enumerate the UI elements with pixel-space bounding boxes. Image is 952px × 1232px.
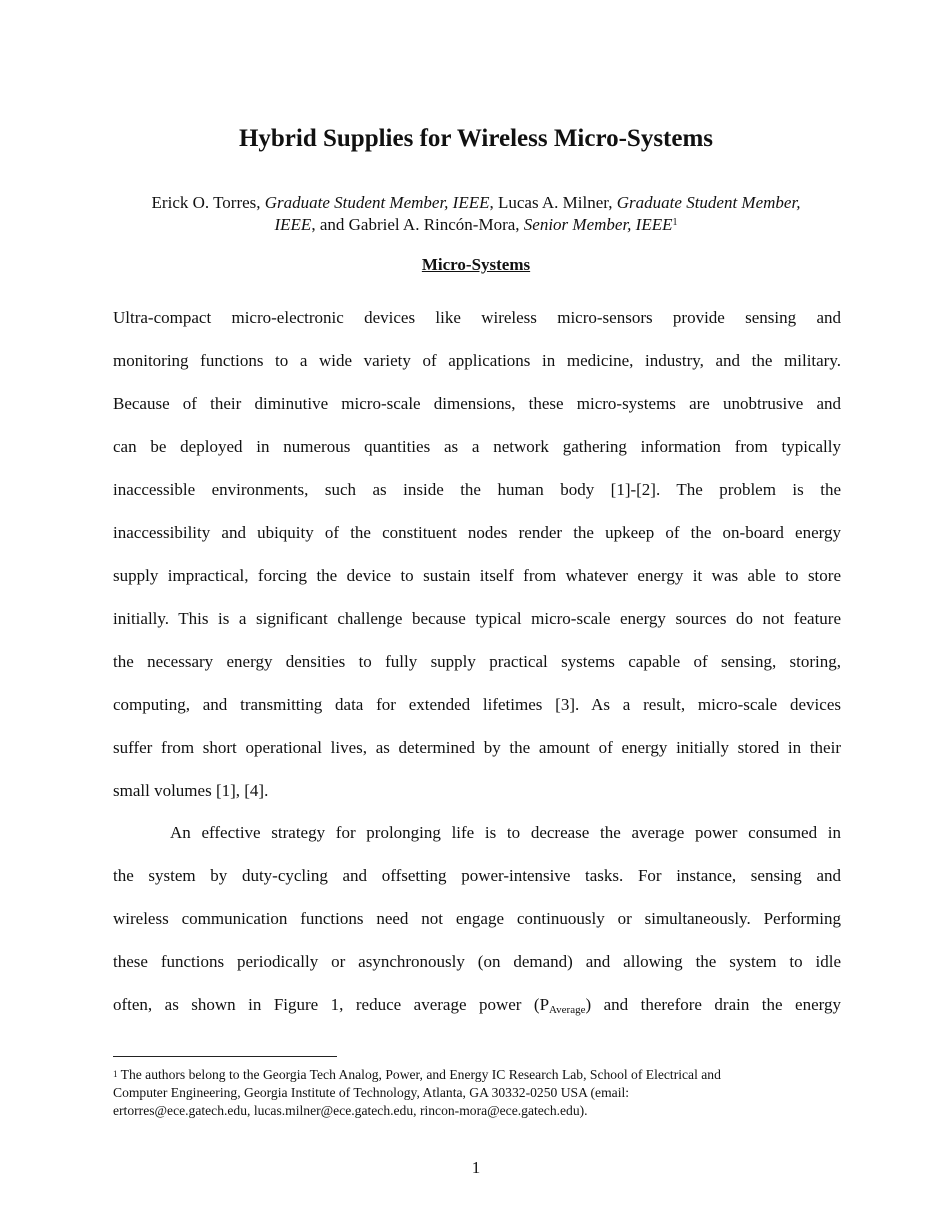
author-3-role: Senior Member, IEEE: [523, 215, 673, 234]
footnote-divider: [113, 1056, 337, 1057]
paragraph-2: [113, 811, 841, 1026]
paragraph-line: supply impractical, forcing the device to sustain itself from whatever energy it was able to store: [113, 566, 841, 585]
paragraph-line: small volumes [1], [4].: [113, 781, 269, 800]
paragraph-1: [113, 296, 841, 812]
author-list: [100, 192, 852, 236]
text-after-subscript: ) and therefore drain the energy: [585, 995, 841, 1014]
text-before-subscript: often, as shown in Figure 1, reduce average power (P: [113, 995, 550, 1014]
paragraph-line: initially. This is a significant challenge because typical micro-scale energy sources do not feature: [113, 609, 841, 628]
paragraph-line: inaccessible environments, such as inside the human body [1]-[2]. The problem is the: [113, 480, 841, 499]
paragraph-line: inaccessibility and ubiquity of the constituent nodes render the upkeep of the on-board energy: [113, 523, 841, 542]
author-1-name: Erick O. Torres,: [151, 193, 265, 212]
power-subscript: Average: [549, 1004, 586, 1016]
paragraph-line: Because of their diminutive micro-scale dimensions, these micro-systems are unobtrusive and: [113, 394, 841, 413]
section-heading: Micro-Systems: [421, 255, 531, 274]
paragraph-line: can be deployed in numerous quantities as a network gathering information from typically: [113, 437, 841, 456]
author-3-name: , and Gabriel A. Rincón-Mora,: [311, 215, 524, 234]
paragraph-line: wireless communication functions need not engage continuously or simultaneously. Performing: [113, 909, 841, 928]
paragraph-line: suffer from short operational lives, as determined by the amount of energy initially stored in their: [113, 738, 841, 757]
paragraph-line: the system by duty-cycling and offsetting power-intensive tasks. For instance, sensing and: [113, 866, 841, 885]
paragraph-line: these functions periodically or asynchronously (on demand) and allowing the system to idle: [113, 952, 841, 971]
footnote-line-1: The authors belong to the Georgia Tech Analog, Power, and Energy IC Research Lab, School of Electrical and: [117, 1067, 721, 1082]
author-2-role-part1: Graduate Student Member,: [616, 193, 801, 212]
author-1-role: Graduate Student Member, IEEE: [264, 193, 490, 212]
paragraph-line: An effective strategy for prolonging life is to decrease the average power consumed in: [170, 823, 841, 842]
footnote-line-2: Computer Engineering, Georgia Institute of Technology, Atlanta, GA 30332-0250 USA (email:: [113, 1085, 630, 1100]
paragraph-line-with-subscript: [113, 983, 841, 1026]
footnote-line-3: ertorres@ece.gatech.edu, lucas.milner@ece.gatech.edu, rincon-mora@ece.gatech.edu).: [113, 1103, 588, 1118]
author-2-name: , Lucas A. Milner,: [489, 193, 617, 212]
page-title: Hybrid Supplies for Wireless Micro-Systems: [238, 125, 714, 152]
paragraph-line: the necessary energy densities to fully supply practical systems capable of sensing, storing,: [113, 652, 841, 671]
page-number: 1: [471, 1158, 481, 1177]
footnote: [113, 1066, 841, 1120]
author-2-role-part2: IEEE: [274, 215, 312, 234]
footnote-number: 1: [113, 1069, 118, 1079]
paragraph-line: computing, and transmitting data for extended lifetimes [3]. As a result, micro-scale devices: [113, 695, 841, 714]
paragraph-line: monitoring functions to a wide variety of applications in medicine, industry, and the military.: [113, 351, 841, 370]
footnote-marker: 1: [672, 217, 678, 228]
paragraph-line: Ultra-compact micro-electronic devices like wireless micro-sensors provide sensing and: [113, 308, 841, 327]
